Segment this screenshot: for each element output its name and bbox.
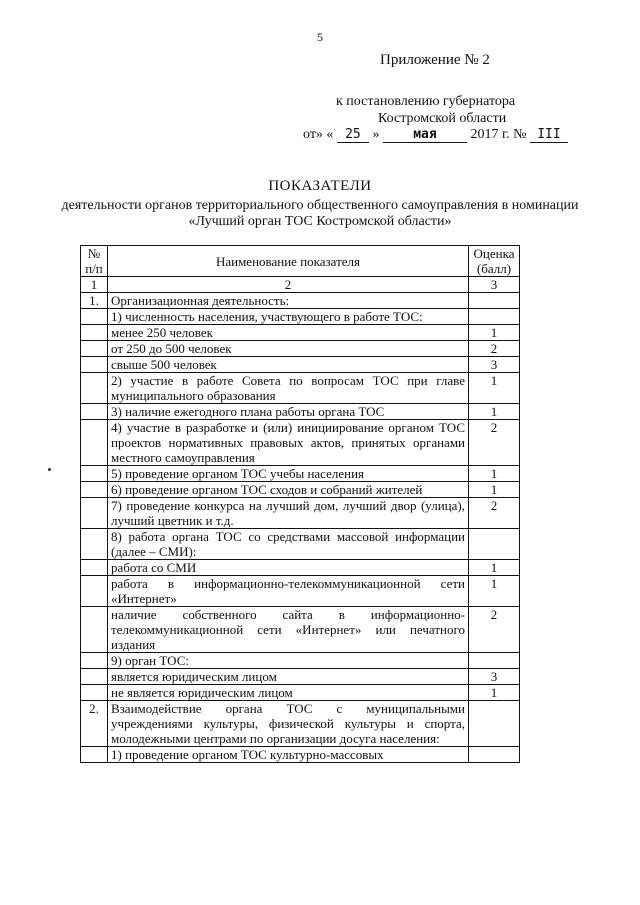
date-line	[303, 127, 568, 143]
date-year: 2017 г. №	[470, 127, 527, 142]
column-number-3: 3	[469, 277, 520, 293]
row-number	[81, 482, 108, 498]
row-number	[81, 420, 108, 466]
row-number	[81, 357, 108, 373]
row-indicator: 7) проведение конкурса на лучший дом, лучший двор (улица), лучший цветник и т.д.	[108, 498, 469, 529]
row-number	[81, 341, 108, 357]
row-score: 2	[469, 607, 520, 653]
date-prefix: от» «	[303, 127, 334, 142]
indicators-table	[80, 245, 520, 763]
row-number	[81, 560, 108, 576]
row-score: 3	[469, 669, 520, 685]
row-indicator: 1) проведение органом ТОС культурно-массовых	[108, 747, 469, 763]
row-indicator: 6) проведение органом ТОС сходов и собраний жителей	[108, 482, 469, 498]
row-number	[81, 325, 108, 341]
row-indicator: является юридическим лицом	[108, 669, 469, 685]
date-day: 25	[337, 127, 369, 143]
row-number	[81, 576, 108, 607]
row-indicator: Взаимодействие органа ТОС с муниципальными учреждениями культуры, физической культуры и спорта, молодежными центрами по организации досуга населения:	[108, 701, 469, 747]
row-indicator: работа со СМИ	[108, 560, 469, 576]
table-row	[81, 309, 520, 325]
table-row	[81, 685, 520, 701]
margin-dot	[48, 468, 51, 471]
row-indicator: работа в информационно-телекоммуникационной сети «Интернет»	[108, 576, 469, 607]
table-row	[81, 482, 520, 498]
row-score: 2	[469, 420, 520, 466]
column-number-2: 2	[108, 277, 469, 293]
row-score: 1	[469, 373, 520, 404]
date-month: мая	[383, 127, 467, 143]
header-number: № п/п	[81, 246, 108, 277]
row-score	[469, 309, 520, 325]
table-row	[81, 325, 520, 341]
table-row	[81, 404, 520, 420]
row-score: 1	[469, 466, 520, 482]
row-score: 2	[469, 498, 520, 529]
page-number: 5	[317, 30, 323, 44]
row-number	[81, 747, 108, 763]
date-mid: »	[372, 127, 380, 142]
indicators-table-body	[81, 246, 520, 763]
row-indicator: 4) участие в разработке и (или) инициирование органом ТОС проектов нормативных правовых актов, принятых органами местного самоуправления	[108, 420, 469, 466]
table-row	[81, 747, 520, 763]
table-row	[81, 560, 520, 576]
table-row	[81, 669, 520, 685]
row-indicator: 2) участие в работе Совета по вопросам ТОС при главе муниципального образования	[108, 373, 469, 404]
row-score	[469, 747, 520, 763]
region-line: Костромской области	[378, 111, 507, 126]
row-number	[81, 373, 108, 404]
row-number	[81, 607, 108, 653]
table-row	[81, 701, 520, 747]
row-score: 1	[469, 482, 520, 498]
row-indicator: Организационная деятельность:	[108, 293, 469, 309]
row-number	[81, 404, 108, 420]
row-indicator: менее 250 человек	[108, 325, 469, 341]
row-number: 2.	[81, 701, 108, 747]
table-row	[81, 341, 520, 357]
row-number	[81, 685, 108, 701]
row-number	[81, 669, 108, 685]
row-number: 1.	[81, 293, 108, 309]
row-score	[469, 653, 520, 669]
row-score	[469, 293, 520, 309]
row-indicator: 3) наличие ежегодного плана работы органа ТОС	[108, 404, 469, 420]
table-column-numbers-row	[81, 277, 520, 293]
table-row	[81, 607, 520, 653]
table-row	[81, 576, 520, 607]
row-number	[81, 498, 108, 529]
table-row	[81, 357, 520, 373]
appendix-title: Приложение № 2	[380, 52, 490, 68]
table-row	[81, 420, 520, 466]
row-indicator: свыше 500 человек	[108, 357, 469, 373]
row-indicator: 9) орган ТОС:	[108, 653, 469, 669]
row-indicator: от 250 до 500 человек	[108, 341, 469, 357]
row-score: 1	[469, 560, 520, 576]
row-score: 3	[469, 357, 520, 373]
row-number	[81, 529, 108, 560]
row-score	[469, 529, 520, 560]
header-name: Наименование показателя	[108, 246, 469, 277]
row-indicator: не является юридическим лицом	[108, 685, 469, 701]
table-row	[81, 529, 520, 560]
row-indicator: 1) численность населения, участвующего в работе ТОС:	[108, 309, 469, 325]
table-row	[81, 653, 520, 669]
row-score: 1	[469, 576, 520, 607]
decree-number: III	[530, 127, 568, 143]
document-heading: ПОКАЗАТЕЛИ	[268, 178, 372, 194]
row-score: 1	[469, 404, 520, 420]
row-score: 2	[469, 341, 520, 357]
table-row	[81, 373, 520, 404]
decree-line: к постановлению губернатора	[336, 94, 516, 109]
table-header-row	[81, 246, 520, 277]
header-score: Оценка (балл)	[469, 246, 520, 277]
row-score	[469, 701, 520, 747]
row-score: 1	[469, 685, 520, 701]
table-row	[81, 498, 520, 529]
row-number	[81, 466, 108, 482]
row-number	[81, 309, 108, 325]
column-number-1: 1	[81, 277, 108, 293]
row-indicator: наличие собственного сайта в информационно-телекоммуникационной сети «Интернет» или печатного издания	[108, 607, 469, 653]
row-score: 1	[469, 325, 520, 341]
table-row	[81, 466, 520, 482]
table-row	[81, 293, 520, 309]
document-subheading: деятельности органов территориального общественного самоуправления в номинации «Лучший орган ТОС Костромской области»	[61, 198, 579, 229]
row-number	[81, 653, 108, 669]
row-indicator: 5) проведение органом ТОС учебы населения	[108, 466, 469, 482]
row-indicator: 8) работа органа ТОС со средствами массовой информации (далее – СМИ):	[108, 529, 469, 560]
